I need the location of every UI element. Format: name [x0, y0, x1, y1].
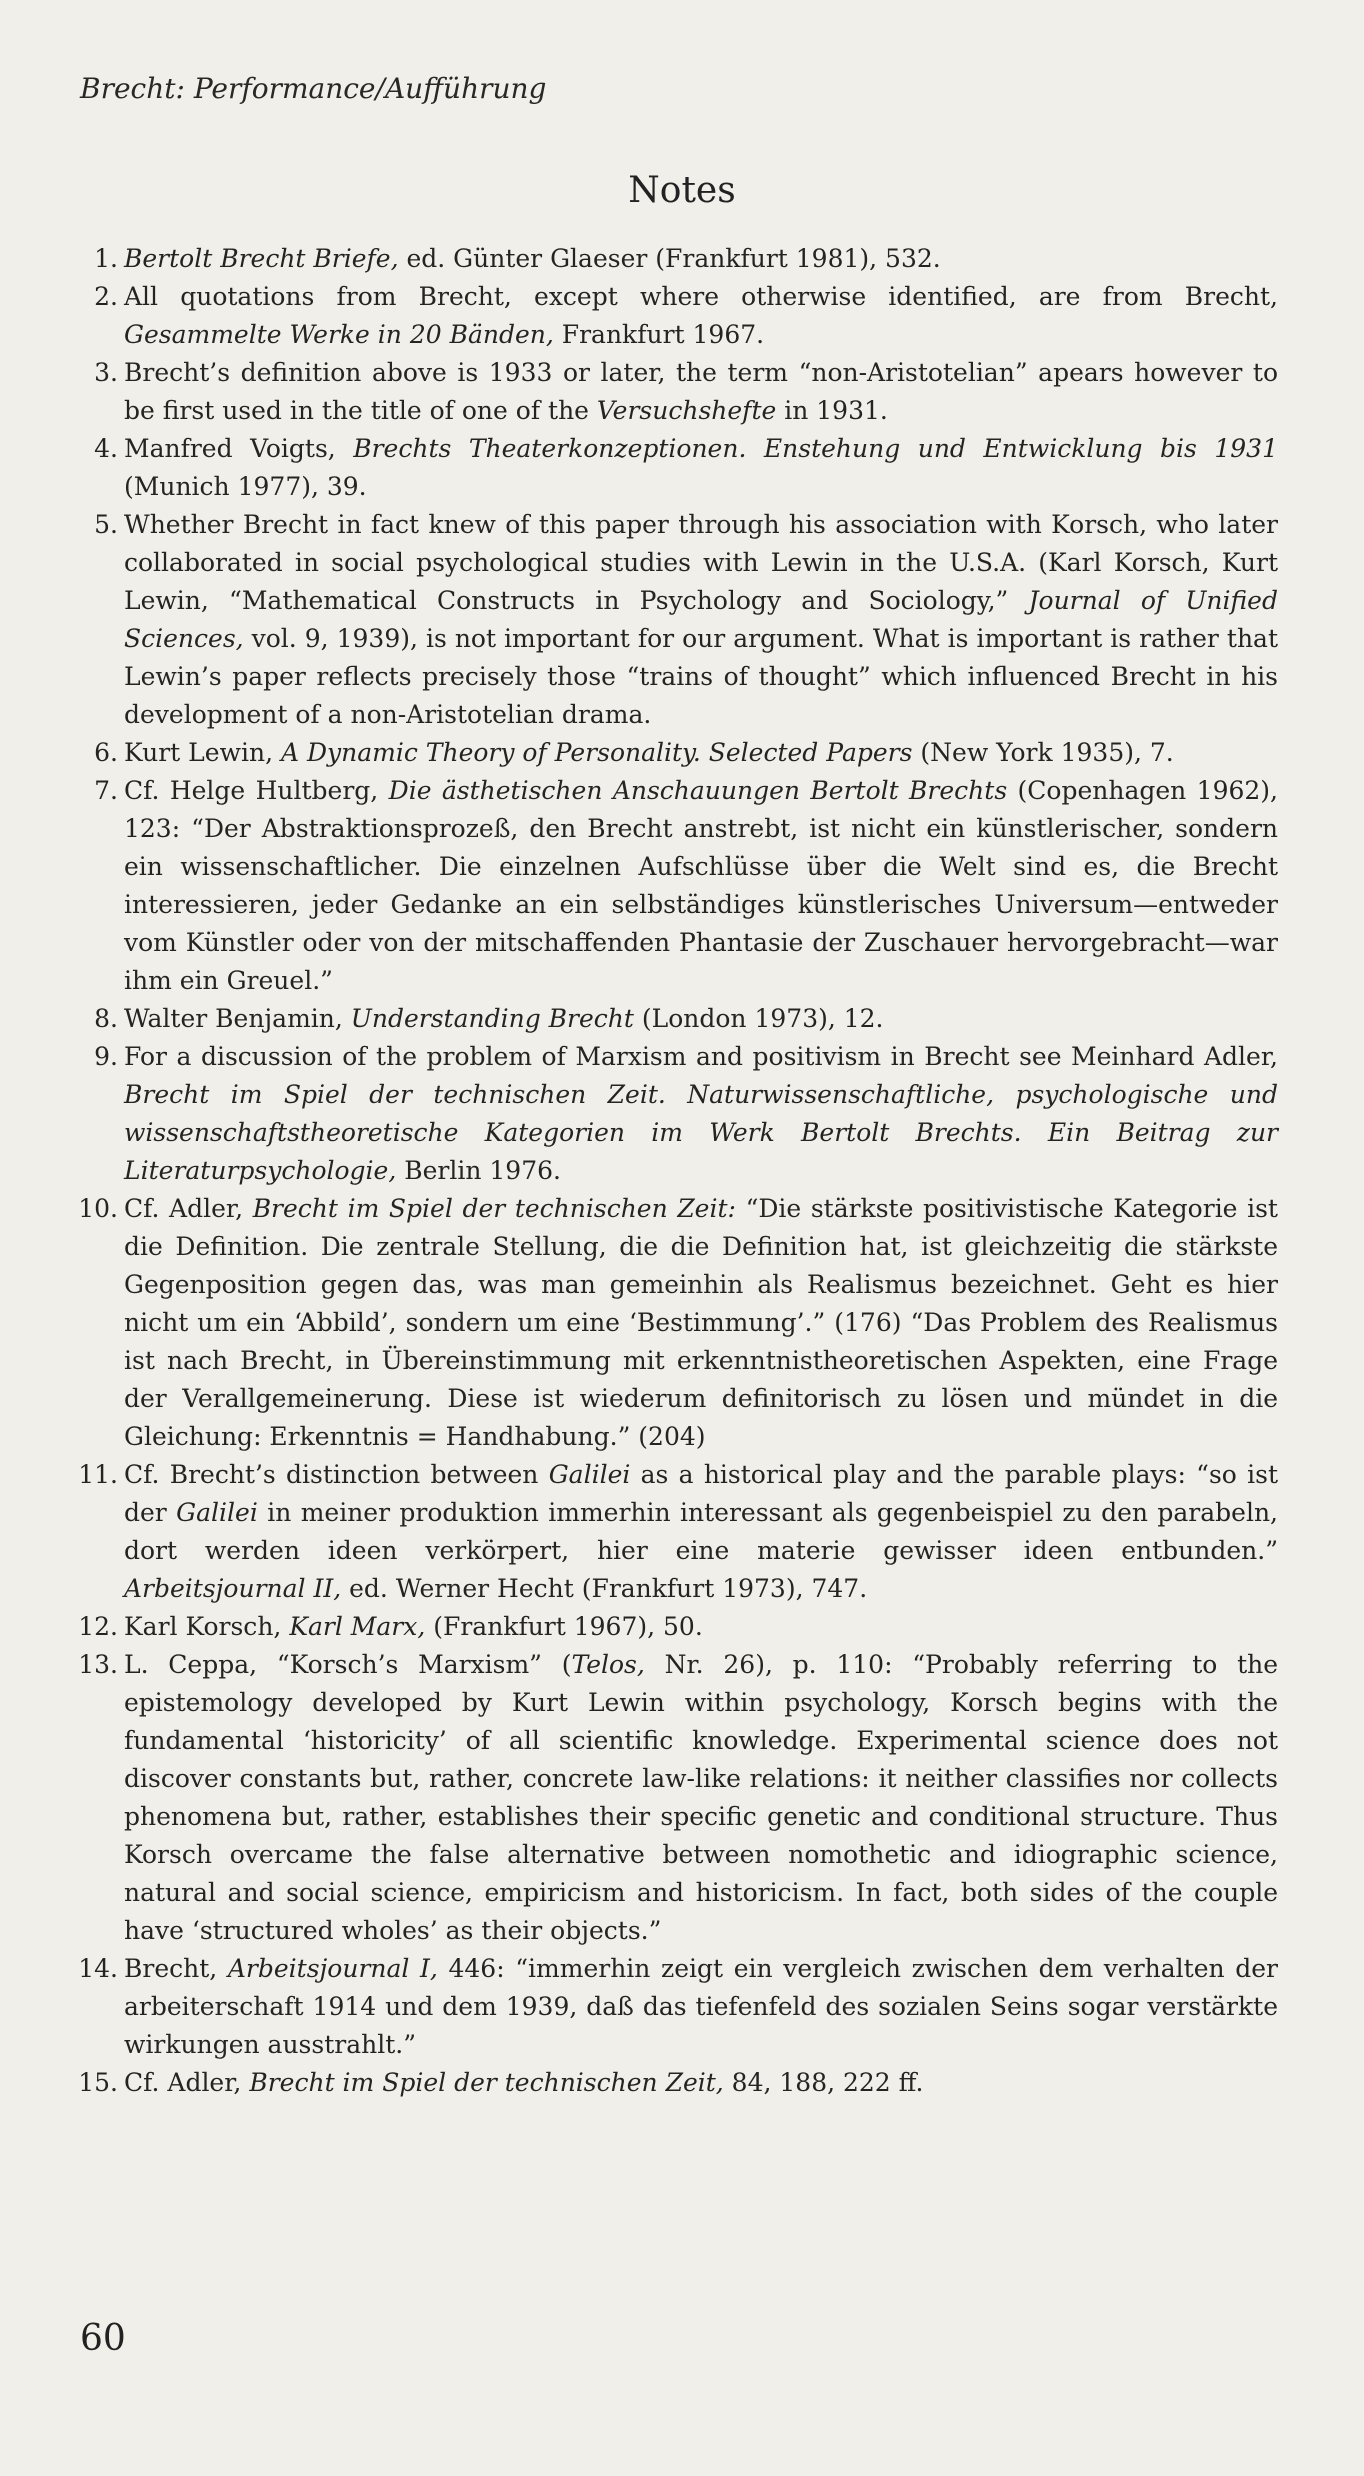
note-number: 13. [78, 1650, 118, 1679]
note-text: L. Ceppa, “Korsch’s Marxism” (Telos, Nr. 26), p. 110: “Probably referring to the epistemology developed by Kurt Lewin within psychology, Korsch begins with the fundamental ‘historicity’ of all scientific knowledge. Experimental science does not discover constants but, rather, concrete law-like relations: it neither classifies nor collects phenomena but, rather, establishes their specific genetic and conditional structure. Thus Korsch overcame the false alternative between nomothetic and idiographic science, natural and social science, empiricism and historicism. In fact, both sides of the couple have ‘structured wholes’ as their objects.” [124, 1650, 1279, 1945]
note-item [80, 1456, 1278, 1608]
note-item [80, 1608, 1278, 1646]
note-text: Brecht’s definition above is 1933 or later, the term “non-Aristotelian” apears however to be first used in the title of one of the Versuchshefte in 1931. [124, 358, 1278, 425]
note-text: Cf. Brecht’s distinction between Galilei as a historical play and the parable plays: “so ist der Galilei in meiner produktion immerhin interessant als gegenbeispiel zu den parabeln, dort werden ideen verkörpert, hier eine materie gewisser ideen entbunden.” Arbeitsjournal II, ed. Werner Hecht (Frankfurt 1973), 747. [124, 1460, 1278, 1603]
note-item [80, 772, 1278, 1000]
note-number: 9. [94, 1042, 118, 1071]
note-number: 5. [94, 510, 118, 539]
note-text: For a discussion of the problem of Marxism and positivism in Brecht see Meinhard Adler, Brecht im Spiel der technischen Zeit. Naturwissenschaftliche, psychologische und wissenschaftstheoretische Kategorien im Werk Bertolt Brechts. Ein Beitrag zur Literaturpsychologie, Berlin 1976. [124, 1042, 1278, 1185]
note-item [80, 734, 1278, 772]
note-text: All quotations from Brecht, except where otherwise identified, are from Brecht, Gesammelte Werke in 20 Bänden, Frankfurt 1967. [124, 282, 1278, 349]
note-text: Whether Brecht in fact knew of this paper through his association with Korsch, who later collaborated in social psychological studies with Lewin in the U.S.A. (Karl Korsch, Kurt Lewin, “Mathematical Constructs in Psychology and Sociology,” Journal of Unified Sciences, vol. 9, 1939), is not important for our argument. What is important is rather that Lewin’s paper reflects precisely those “trains of thought” which influenced Brecht in his development of a non-Aristotelian drama. [124, 510, 1278, 729]
running-head: Brecht: Performance/Aufführung [80, 72, 547, 105]
note-number: 8. [94, 1004, 118, 1033]
note-item [80, 240, 1278, 278]
note-number: 4. [94, 434, 118, 463]
note-text: Brecht, Arbeitsjournal I, 446: “immerhin zeigt ein vergleich zwischen dem verhalten der arbeiterschaft 1914 und dem 1939, daß das tiefenfeld des sozialen Seins sogar verstärkte wirkungen ausstrahlt.” [124, 1954, 1278, 2059]
note-number: 15. [78, 2068, 118, 2097]
note-number: 1. [94, 244, 118, 273]
note-number: 11. [78, 1460, 118, 1489]
note-item [80, 1038, 1278, 1190]
note-number: 10. [78, 1194, 118, 1223]
note-item [80, 1000, 1278, 1038]
note-text: Cf. Helge Hultberg, Die ästhetischen Anschauungen Bertolt Brechts (Copenhagen 1962), 123: “Der Abstraktionsprozeß, den Brecht anstrebt, ist nicht ein künstlerischer, sondern ein wissenschaftlicher. Die einzelnen Aufschlüsse über die Welt sind es, die Brecht interessieren, jeder Gedanke an ein selbständiges künstlerisches Universum—entweder vom Künstler oder von der mitschaffenden Phantasie der Zuschauer hervorgebracht—war ihm ein Greuel.” [124, 776, 1278, 995]
notes-list [80, 240, 1278, 2102]
note-item [80, 2064, 1278, 2102]
note-number: 6. [94, 738, 118, 767]
note-item [80, 278, 1278, 354]
page-number: 60 [80, 2318, 126, 2359]
note-item [80, 430, 1278, 506]
note-number: 12. [78, 1612, 118, 1641]
notes-heading: Notes [628, 170, 736, 211]
note-item [80, 1190, 1278, 1456]
note-number: 7. [94, 776, 118, 805]
note-item [80, 1646, 1278, 1950]
note-text: Manfred Voigts, Brechts Theaterkonzeptionen. Enstehung und Entwicklung bis 1931 (Munich 1977), 39. [124, 434, 1278, 501]
note-item [80, 1950, 1278, 2064]
note-text: Bertolt Brecht Briefe, ed. Günter Glaeser (Frankfurt 1981), 532. [124, 244, 941, 273]
note-item [80, 354, 1278, 430]
note-number: 14. [78, 1954, 118, 1983]
note-text: Walter Benjamin, Understanding Brecht (London 1973), 12. [124, 1004, 884, 1033]
note-number: 3. [94, 358, 118, 387]
note-item [80, 506, 1278, 734]
note-text: Karl Korsch, Karl Marx, (Frankfurt 1967), 50. [124, 1612, 703, 1641]
note-text: Cf. Adler, Brecht im Spiel der technischen Zeit: “Die stärkste positivistische Kategorie ist die Definition. Die zentrale Stellung, die die Definition hat, ist gleichzeitig die stärkste Gegenposition gegen das, was man gemeinhin als Realismus bezeichnet. Geht es hier nicht um ein ‘Abbild’, sondern um eine ‘Bestimmung’.” (176) “Das Problem des Realismus ist nach Brecht, in Übereinstimmung mit erkenntnistheoretischen Aspekten, eine Frage der Verallgemeinerung. Diese ist wiederum definitorisch zu lösen und mündet in die Gleichung: Erkenntnis = Handhabung.” (204) [124, 1194, 1278, 1451]
note-text: Cf. Adler, Brecht im Spiel der technischen Zeit, 84, 188, 222 ff. [124, 2068, 924, 2097]
note-number: 2. [94, 282, 118, 311]
note-text: Kurt Lewin, A Dynamic Theory of Personality. Selected Papers (New York 1935), 7. [124, 738, 1174, 767]
